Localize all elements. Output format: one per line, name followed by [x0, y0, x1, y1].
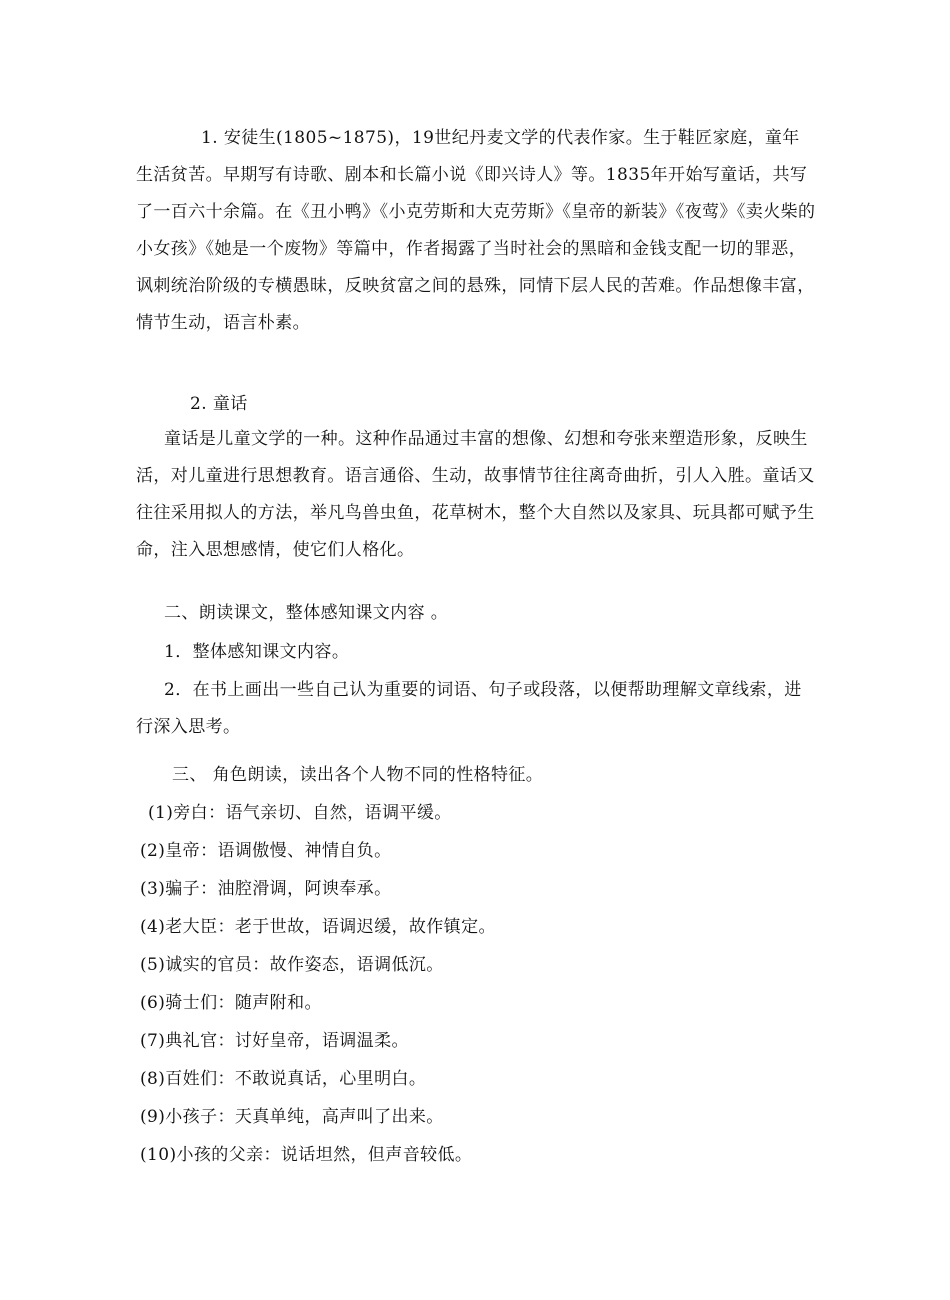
role-item: (7)典礼官：讨好皇帝，语调温柔。: [140, 1031, 409, 1051]
role-item: (1)旁白：语气亲切、自然，语调平缓。: [148, 803, 452, 823]
role-item: (8)百姓们：不敢说真话，心里明白。: [140, 1069, 427, 1089]
fairytale-heading: 2. 童话: [190, 394, 248, 414]
role-item: (10)小孩的父亲：说话坦然，但声音较低。: [140, 1145, 473, 1165]
role-item: (5)诚实的官员：故作姿态，语调低沉。: [140, 955, 444, 975]
reading-heading: 二、朗读课文，整体感知课文内容 。: [164, 603, 449, 623]
andersen-paragraph: 1. 安徒生(1805~1875)，19世纪丹麦文学的代表作家。生于鞋匠家庭，童年生活贫苦。早期写有诗歌、剧本和长篇小说《即兴诗人》等。1835年开始写童话，共写了一百六十余篇。在《丑小鸭》《小克劳斯和大克劳斯》《皇帝的新装》《夜莺》《卖火柴的小女孩》《她是一个废物》等篇中，作者揭露了当时社会的黑暗和金钱支配一切的罪恶，讽刺统治阶级的专横愚昧，反映贫富之间的悬殊，同情下层人民的苦难。作品想像丰富，情节生动，语言朴素。: [136, 128, 816, 333]
reading-item-1: 1．整体感知课文内容。: [164, 642, 350, 662]
reading-item-2: 2．在书上画出一些自己认为重要的词语、句子或段落，以便帮助理解文章线索，进行深入思考。: [136, 680, 802, 737]
roles-heading: 三、 角色朗读，读出各个人物不同的性格特征。: [172, 765, 544, 785]
fairytale-paragraph: 童话是儿童文学的一种。这种作品通过丰富的想像、幻想和夸张来塑造形象，反映生活，对儿童进行思想教育。语言通俗、生动，故事情节往往离奇曲折，引人入胜。童话又往往采用拟人的方法，举凡鸟兽虫鱼，花草树木，整个大自然以及家具、玩具都可赋予生命，注入思想感情，使它们人格化。: [136, 429, 815, 560]
role-item: (9)小孩子：天真单纯，高声叫了出来。: [140, 1107, 444, 1127]
role-item: (3)骗子：油腔滑调，阿谀奉承。: [140, 879, 392, 899]
role-item: (4)老大臣：老于世故，语调迟缓，故作镇定。: [140, 917, 496, 937]
role-item: (2)皇帝：语调傲慢、神情自负。: [140, 841, 392, 861]
role-item: (6)骑士们：随声附和。: [140, 993, 322, 1013]
